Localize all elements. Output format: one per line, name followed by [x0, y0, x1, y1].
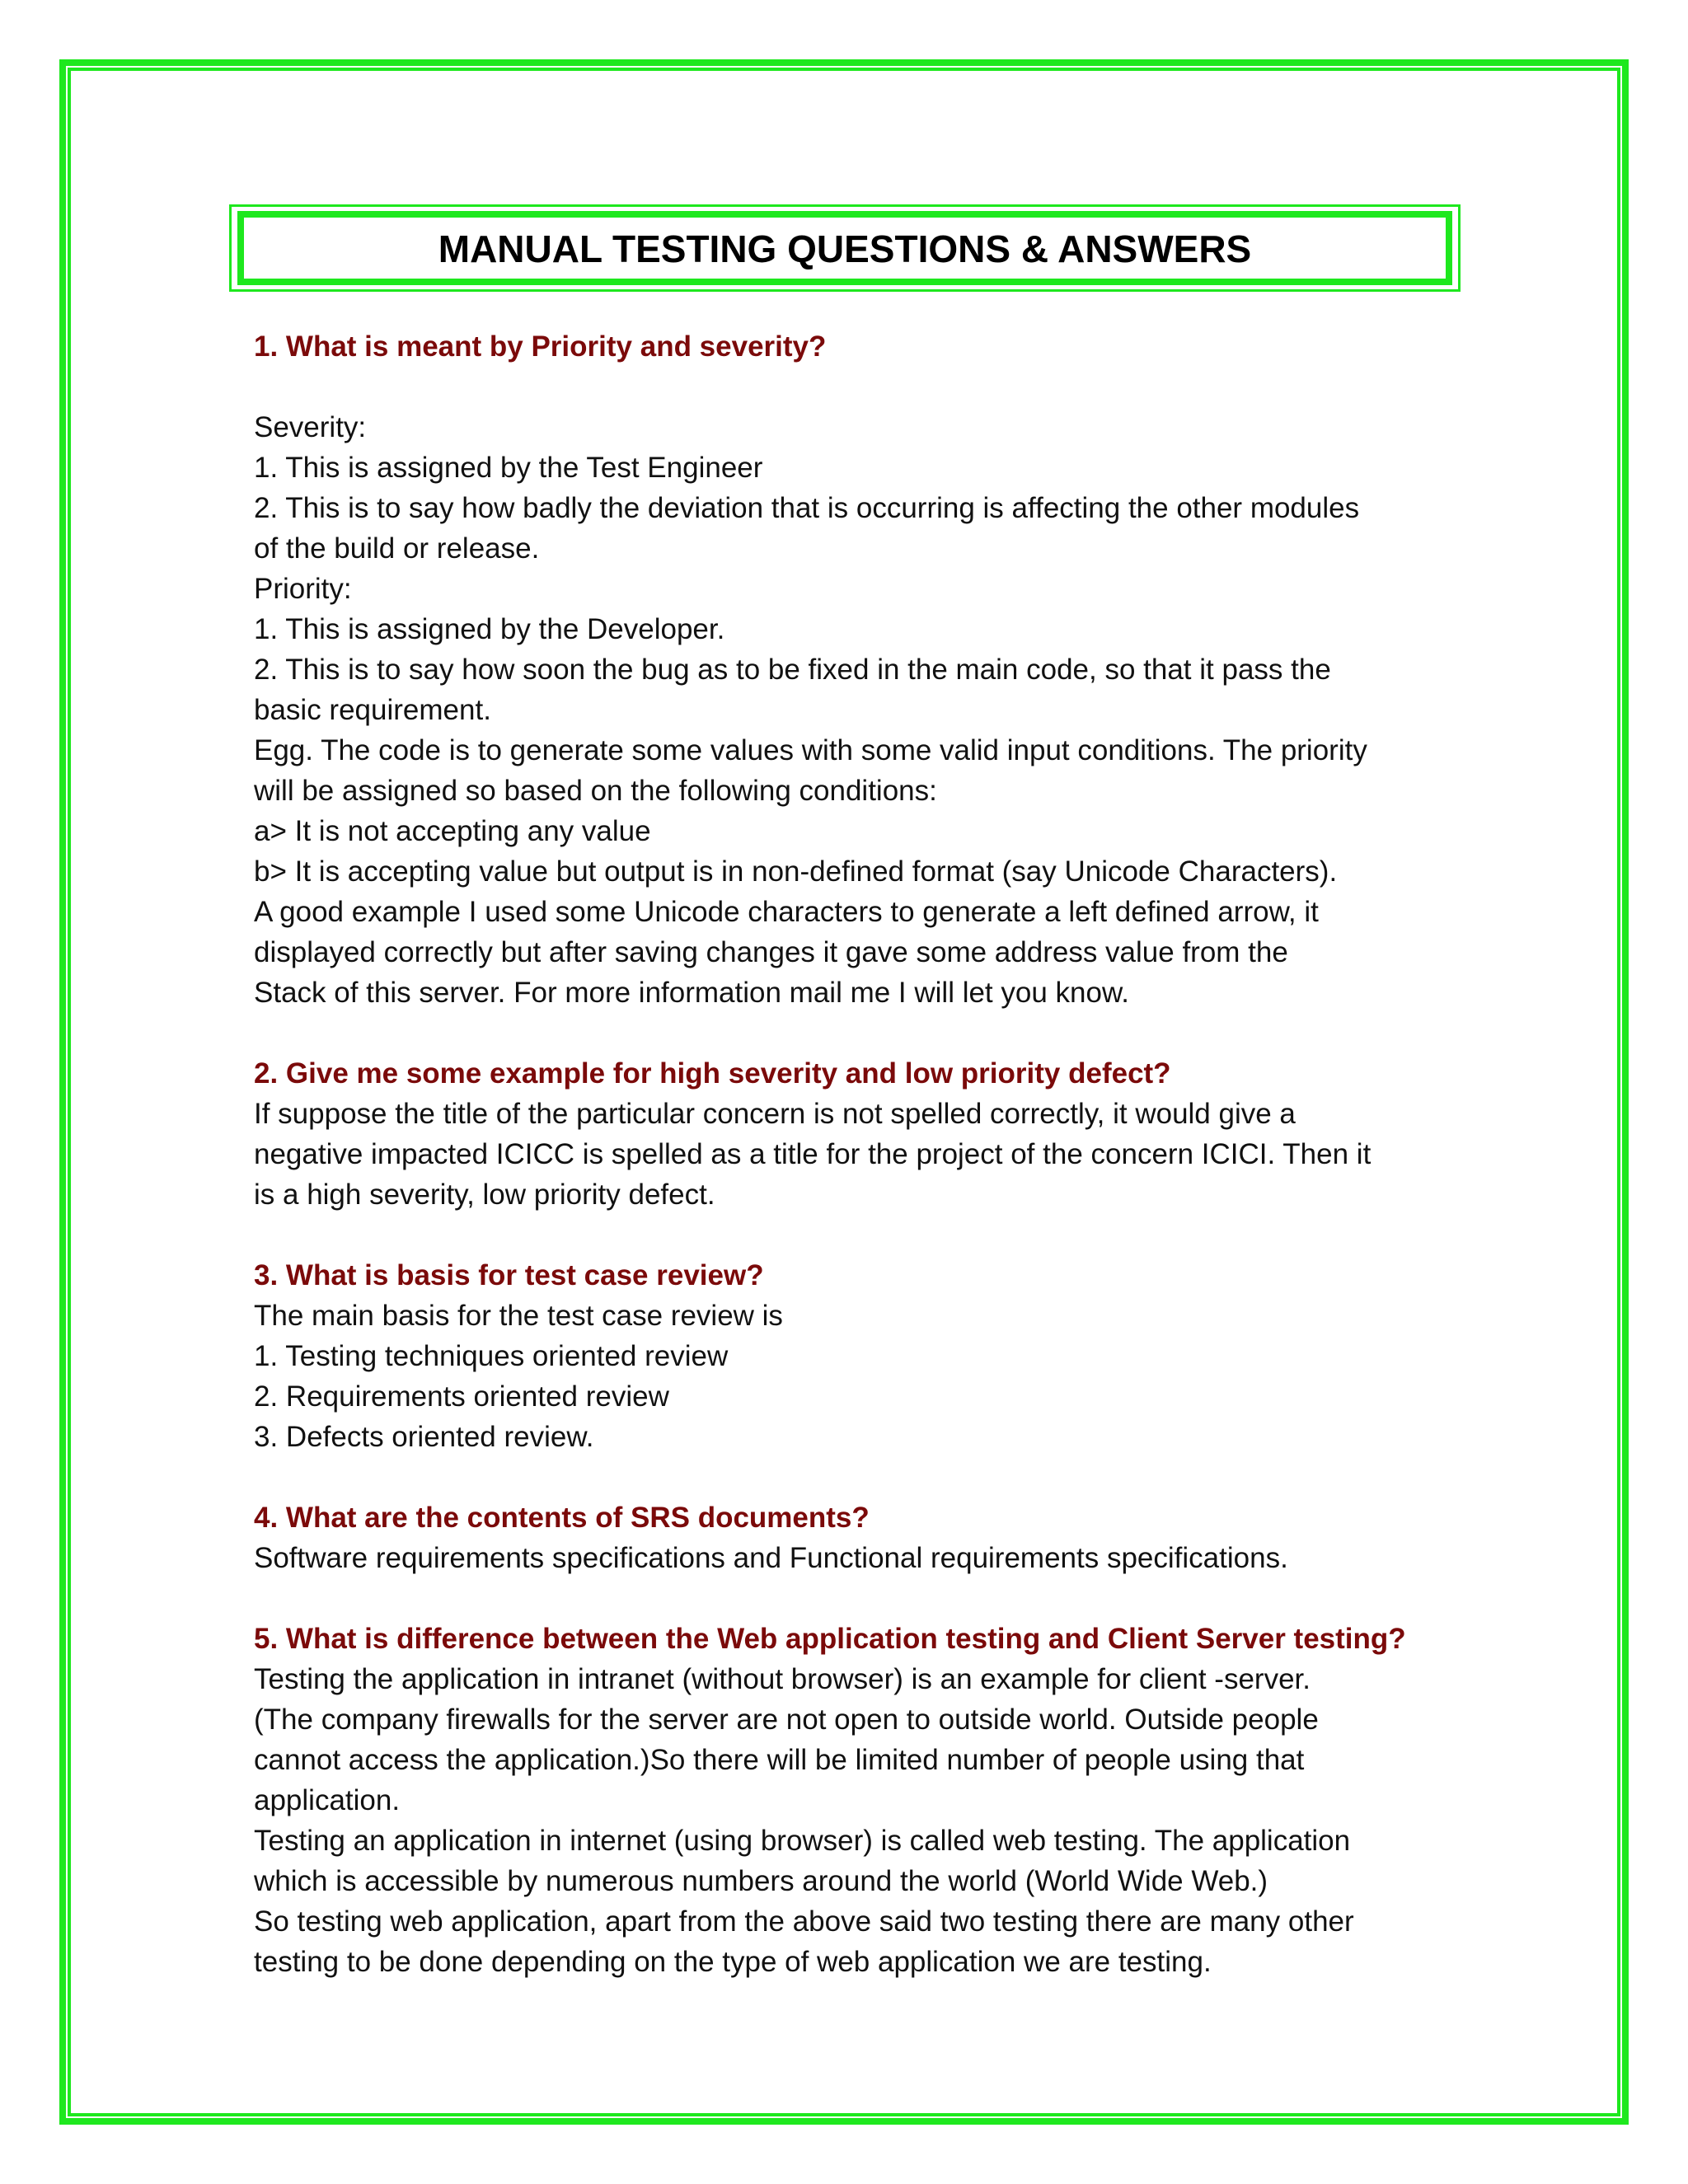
- answer-line: a> It is not accepting any value: [254, 815, 651, 847]
- answer-line: [254, 367, 1441, 407]
- answer-line: negative impacted ICICC is spelled as a title for the project of the concern ICICI. Then it: [254, 1138, 1372, 1170]
- answer-line: So testing web application, apart from the above said two testing there are many other: [254, 1905, 1354, 1938]
- question-heading-4: 4. What are the contents of SRS documents?: [254, 1502, 870, 1534]
- answer-line: Testing an application in internet (using browser) is called web testing. The application: [254, 1825, 1351, 1857]
- section-spacer: [254, 1457, 1441, 1497]
- answer-line: is a high severity, low priority defect.: [254, 1179, 715, 1211]
- answer-line: displayed correctly but after saving changes it gave some address value from the: [254, 936, 1288, 968]
- answer-line: 1. This is assigned by the Developer.: [254, 613, 725, 645]
- question-heading-5: 5. What is difference between the Web application testing and Client Server testing?: [254, 1623, 1406, 1655]
- answer-line: 1. This is assigned by the Test Engineer: [254, 452, 763, 484]
- answer-line: 2. Requirements oriented review: [254, 1380, 669, 1413]
- answer-line: If suppose the title of the particular concern is not spelled correctly, it would give a: [254, 1098, 1296, 1130]
- answer-line: 1. Testing techniques oriented review: [254, 1340, 729, 1372]
- question-heading-3: 3. What is basis for test case review?: [254, 1259, 764, 1291]
- answer-line: b> It is accepting value but output is in non-defined format (say Unicode Characters).: [254, 855, 1338, 888]
- answer-line: A good example I used some Unicode characters to generate a left defined arrow, it: [254, 896, 1319, 928]
- answer-line: application.: [254, 1784, 401, 1816]
- answer-line: basic requirement.: [254, 694, 491, 726]
- answer-line: will be assigned so based on the following conditions:: [254, 775, 937, 807]
- answer-line: cannot access the application.)So there will be limited number of people using that: [254, 1744, 1305, 1776]
- answer-line: Severity:: [254, 411, 367, 443]
- answer-line: testing to be done depending on the type of web application we are testing.: [254, 1946, 1212, 1978]
- answer-line: of the build or release.: [254, 532, 540, 565]
- page-title: MANUAL TESTING QUESTIONS & ANSWERS: [438, 227, 1252, 270]
- section-spacer: [254, 1578, 1441, 1619]
- section-spacer: [254, 1013, 1441, 1053]
- answer-line: Software requirements specifications and Functional requirements specifications.: [254, 1542, 1288, 1574]
- answer-line: Priority:: [254, 573, 352, 605]
- question-heading-1: 1. What is meant by Priority and severity?: [254, 330, 827, 363]
- answer-line: Testing the application in intranet (without browser) is an example for client -server.: [254, 1663, 1311, 1695]
- answer-line: which is accessible by numerous numbers around the world (World Wide Web.): [254, 1865, 1268, 1897]
- question-heading-2: 2. Give me some example for high severity and low priority defect?: [254, 1057, 1171, 1090]
- answer-line: Egg. The code is to generate some values with some valid input conditions. The priority: [254, 734, 1367, 766]
- title-box: [237, 211, 1452, 285]
- qa-content: [254, 326, 1441, 1982]
- answer-line: The main basis for the test case review is: [254, 1300, 783, 1332]
- answer-line: 2. This is to say how soon the bug as to be fixed in the main code, so that it pass the: [254, 654, 1331, 686]
- section-spacer: [254, 1215, 1441, 1255]
- answer-line: Stack of this server. For more information mail me I will let you know.: [254, 977, 1130, 1009]
- answer-line: (The company firewalls for the server are not open to outside world. Outside people: [254, 1704, 1319, 1736]
- answer-line: 2. This is to say how badly the deviation that is occurring is affecting the other modules: [254, 492, 1360, 524]
- answer-line: 3. Defects oriented review.: [254, 1421, 594, 1453]
